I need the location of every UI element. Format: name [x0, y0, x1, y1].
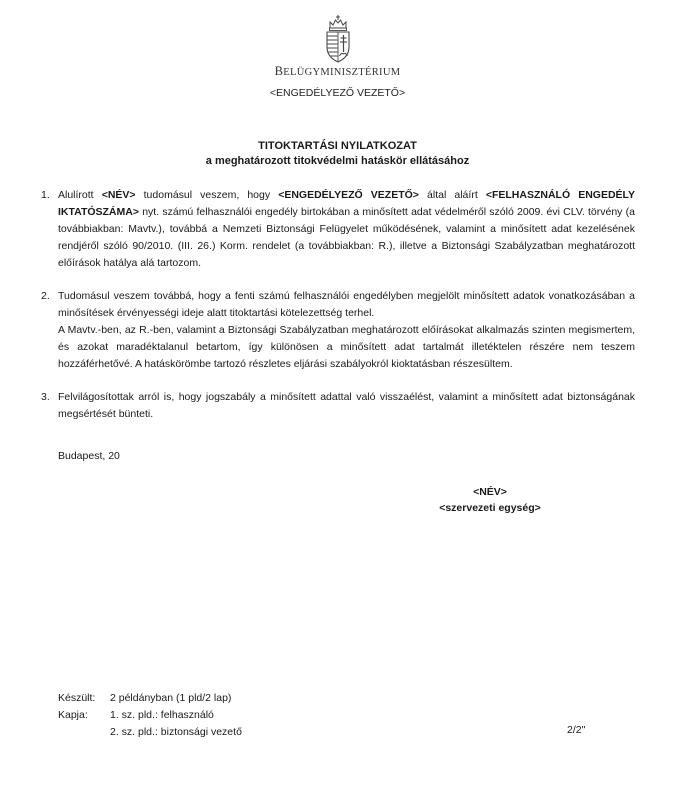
permit-number-placeholder: <FELHASZNÁLÓ ENGEDÉLY IKTATÓSZÁMA> [58, 189, 636, 218]
document-title [0, 139, 675, 169]
place-date: Budapest, 20 [58, 450, 120, 462]
item-number: 2. [41, 290, 50, 302]
item-text: Felvilágosítottak arról is, hogy jogszabály a minősített adattal való visszaélést, valamint a minősített adat biztonságának megsértését bünteti. [58, 391, 635, 420]
made-label: Készült: [58, 692, 96, 704]
recipient-2: 2. sz. pld.: biztonsági vezető [110, 726, 242, 738]
recipients-label: Kapja: [58, 709, 88, 721]
title-line-1: TITOKTARTÁSI NYILATKOZAT [258, 140, 417, 152]
list-item [41, 389, 635, 423]
item-text: Alulírott <NÉV> tudomásul veszem, hogy <ENGEDÉLYEZŐ VEZETŐ> által aláírt <FELHASZNÁLÓ ENGEDÉLY IKTATÓSZÁMA> nyt. számú felhasználói engedély birtokában a minősített adat védelméről szóló 2009. évi CLV. törvény (a továbbiakban: Mavtv.), továbbá a Nemzeti Biztonsági Felügyelet működésének, valamint a minősített adat kezelésének rendjéről szóló 90/2010. (III. 26.) Korm. rendelet (a továbbiakban: R.), illetve a Biztonsági Szabályzatban meghatározott előírások hatálya alá tartozom. [58, 189, 636, 269]
item-number: 1. [41, 189, 50, 201]
declaration-list [41, 187, 635, 439]
approver-placeholder: <ENGEDÉLYEZŐ VEZETŐ> [269, 87, 406, 99]
page-number: 2/2" [567, 724, 586, 736]
signature-name: <NÉV> [473, 486, 507, 498]
recipient-1: 1. sz. pld.: felhasználó [110, 709, 214, 721]
made-value: 2 példányban (1 pld/2 lap) [110, 692, 232, 704]
item-text: Tudomásul veszem továbbá, hogy a fenti számú felhasználói engedélyben megjelölt minősített adatok vonatkozásában a minősítések érvényességi ideje alatt titoktartási kötelezettség terhel. A Mavtv.-ben, az R.-ben, valamint a Biztonsági Szabályzatban meghatározott előírásokat alkalmazás szinten megismertem, és azokat maradéktalanul betartom, így különösen a minősített adat tartalmát illetéktelen részére nem teszem hozzáférhetővé. A hatáskörömbe tartozó részletes eljárási szabályokról kioktatásban részesültem. [58, 290, 635, 370]
title-line-2: a meghatározott titokvédelmi hatáskör ellátásához [205, 155, 470, 167]
approver-inline-placeholder: <ENGEDÉLYEZŐ VEZETŐ> [278, 189, 419, 201]
list-item [41, 288, 635, 373]
ministry-name: BELÜGYMINISZTÉRIUM [274, 64, 401, 78]
distribution-footer [58, 690, 242, 741]
coat-of-arms-icon [321, 14, 355, 64]
item-number: 3. [41, 391, 50, 403]
name-placeholder: <NÉV> [101, 189, 136, 201]
signature-unit: <szervezeti egység> [439, 502, 541, 514]
list-item [41, 187, 635, 272]
signature-block [436, 484, 544, 516]
